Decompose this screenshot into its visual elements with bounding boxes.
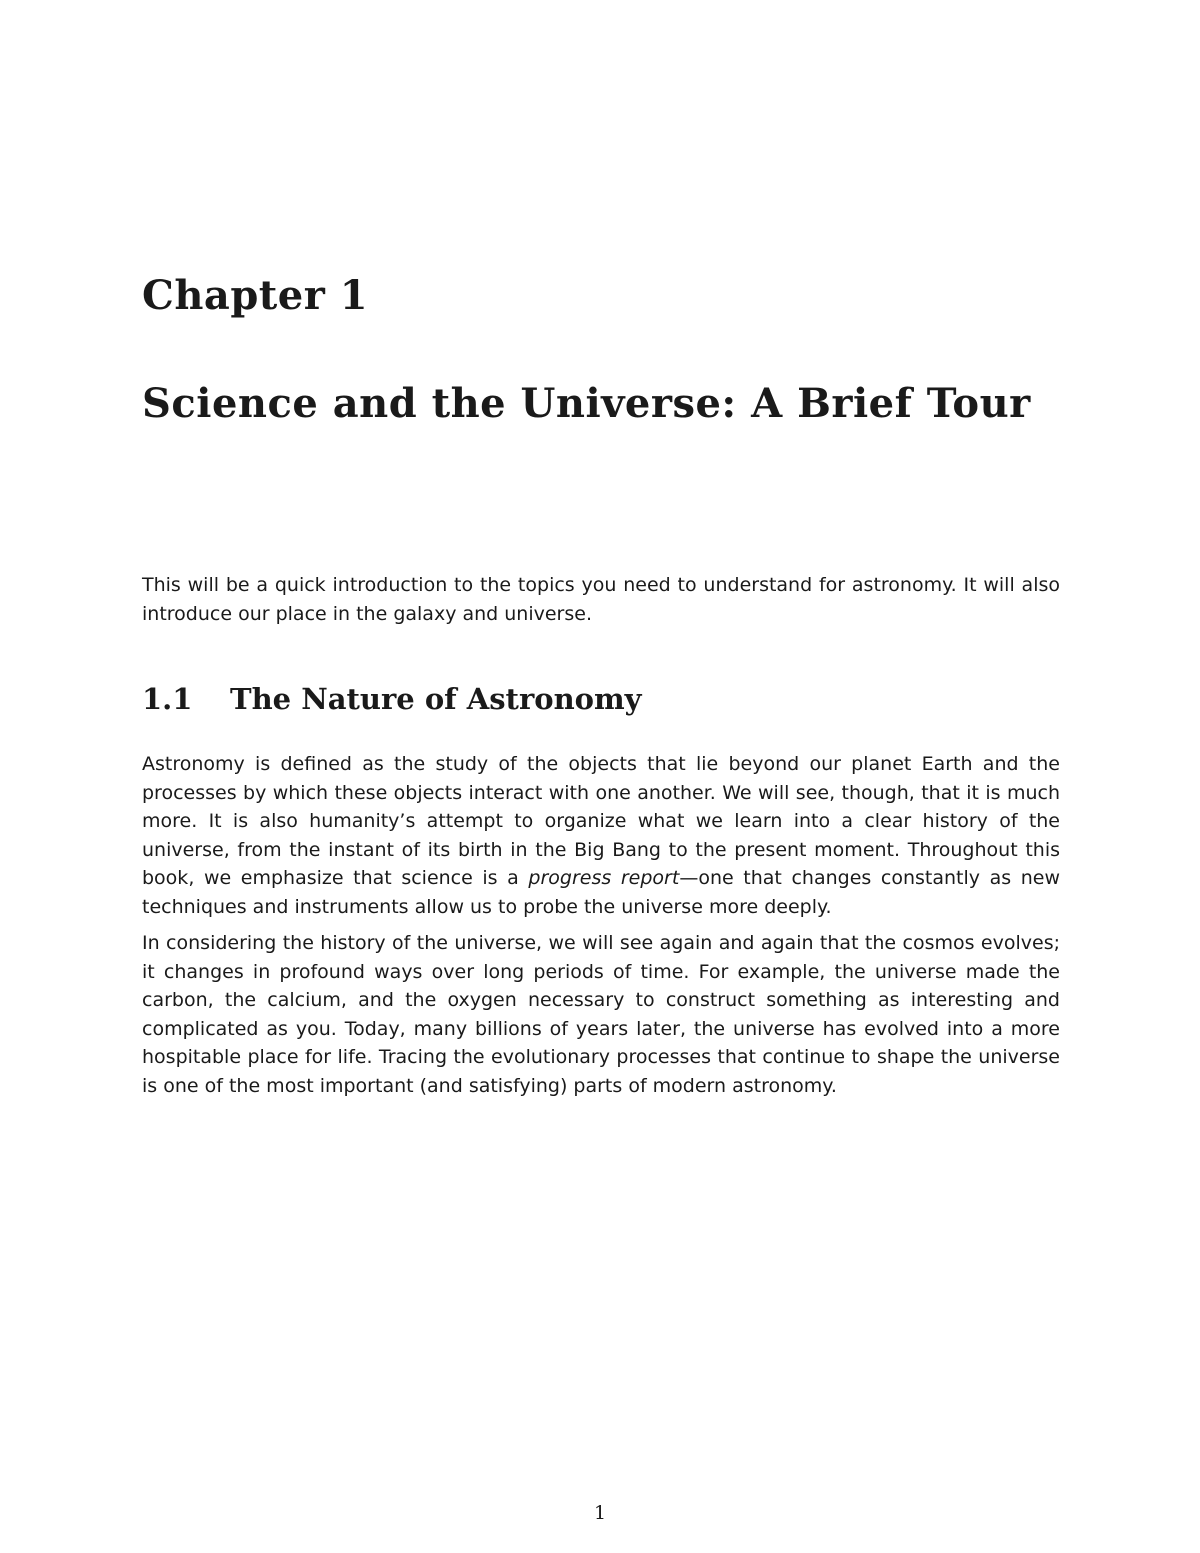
page-number: 1 [593,1502,607,1524]
paragraph-1-text-start: Astronomy is defined as the study of the objects that lie beyond our planet Earth and the processes by which these objects interact with one another. We will see, though, that it is much more. It is also humanity’s attempt to organize what we learn into a clear history of the universe, from the instant of its birth in the Big Bang to the present moment. Throughout this book, we emphasize that science is a [142,753,1060,889]
section-body [142,750,1060,1108]
paragraph-1-text-end: —one that changes constantly as new techniques and instruments allow us to probe the universe more deeply. [142,867,1060,918]
chapter-title: Science and the Universe: A Brief Tour [142,380,1031,427]
chapter-label: Chapter 1 [142,272,369,319]
emphasis-progress-report: progress report [528,867,680,889]
body-paragraph-2: In considering the history of the universe, we will see again and again that the cosmos evolves; it changes in profound ways over long periods of time. For example, the universe made the carbon, the calcium, and the oxygen necessary to construct something as interesting and complicated as you. Today, many billions of years later, the universe has evolved into a more hospitable place for life. Tracing the evolutionary processes that continue to shape the universe is one of the most important (and satisfying) parts of modern astronomy. [142,932,1060,1097]
intro-paragraph: This will be a quick introduction to the topics you need to understand for astronomy. It will also introduce our place in the galaxy and universe. [142,574,1060,625]
section-title: The Nature of Astronomy [230,682,642,716]
section-number: 1.1 [142,682,193,716]
body-paragraph-1 [142,750,1060,921]
section-heading [142,680,642,718]
